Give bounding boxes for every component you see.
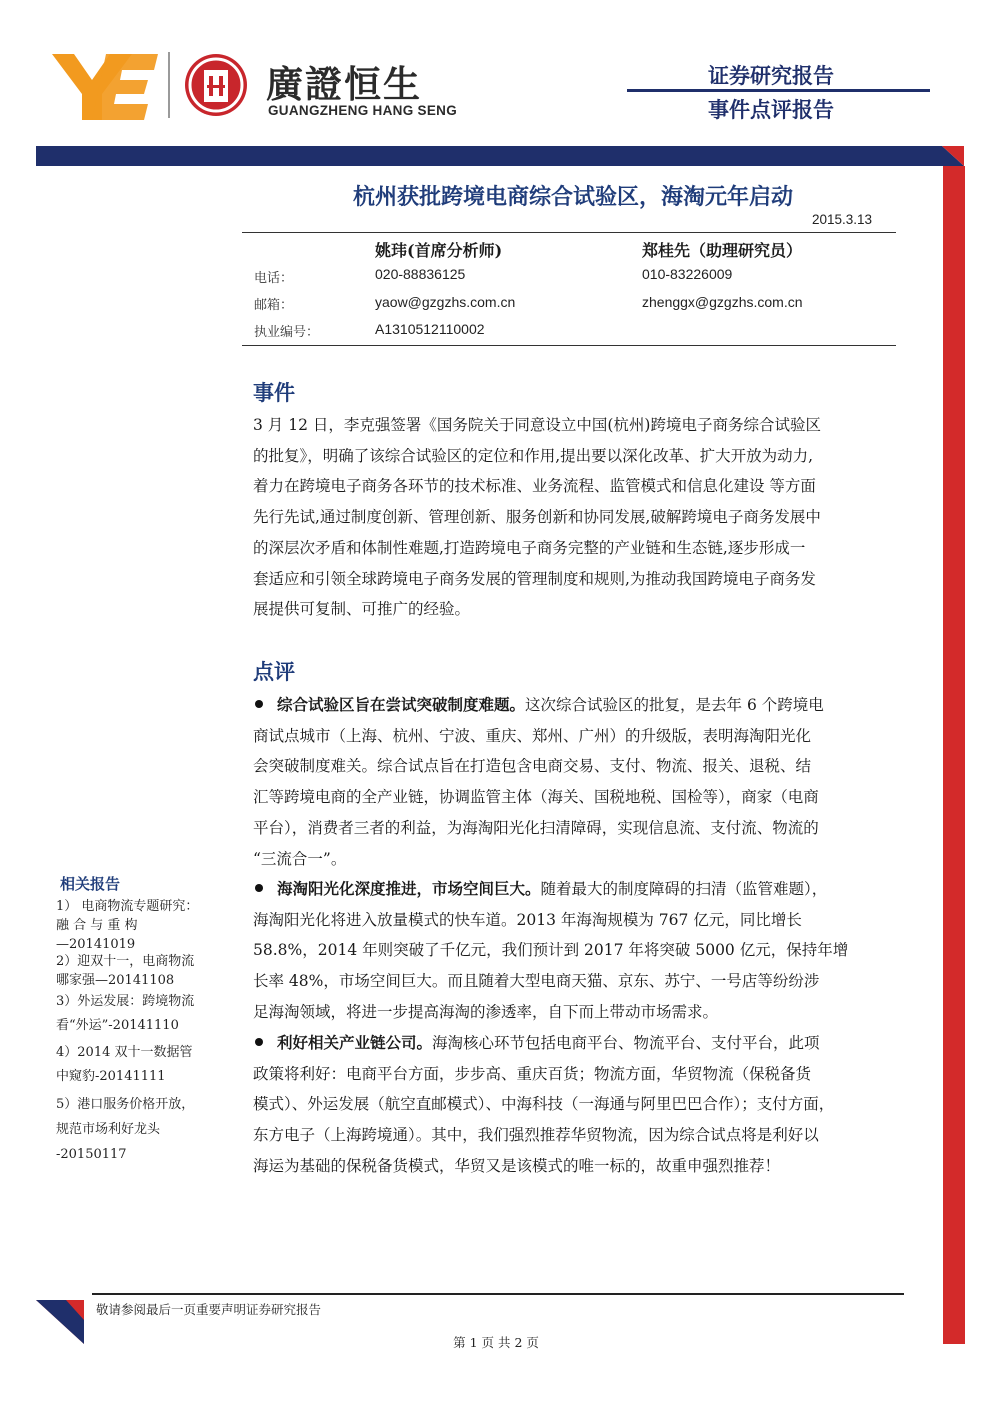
brand-name-cn: 廣證恒生 xyxy=(266,63,422,106)
bullet-line: 东方电子（上海跨境通）。其中，我们强烈推荐华贸物流，因为综合试点将是利好以 xyxy=(253,1126,819,1145)
author-rule xyxy=(242,345,896,346)
bullet-line: 平台），消费者三者的利益，为海淘阳光化扫清障碍，实现信息流、支付流、物流的 xyxy=(253,818,819,837)
ye-logo-icon xyxy=(48,50,160,122)
section-heading-review: 点评 xyxy=(253,660,295,684)
bullet-line: 这次综合试验区的批复，是去年 6 个跨境电 xyxy=(525,696,824,714)
bullet-line: 商试点城市（上海、杭州、宁波、重庆、郑州、广州）的升级版，表明海淘阳光化 xyxy=(253,726,812,745)
event-line: 展提供可复制、可推广的经验。 xyxy=(253,600,471,619)
author-email: yaow@gzgzhs.com.cn xyxy=(375,294,516,310)
related-reports-heading: 相关报告 xyxy=(60,875,121,893)
bullet-dot-icon xyxy=(255,884,263,892)
bullet-lead: 利好相关产业链公司。 xyxy=(277,1033,433,1052)
bullet-line: 模式）、外运发展（航空直邮模式）、中海科技（一海通与阿里巴巴合作）；支付方面， xyxy=(253,1095,835,1114)
author-license: A1310512110002 xyxy=(375,321,485,337)
related-line: 哪家强—20141108 xyxy=(56,973,175,988)
bullet-line: 海淘核心环节包括电商平台、物流平台、支付平台，此项 xyxy=(432,1034,820,1052)
bullet-line: 海运为基础的保税备货模式，华贸又是该模式的唯一标的，故重申强烈推荐！ xyxy=(253,1156,781,1175)
bullet-lead: 综合试验区旨在尝试突破制度难题。 xyxy=(277,695,526,714)
header-rule xyxy=(627,89,930,92)
seal-logo-icon xyxy=(183,52,249,118)
author-phone: 020-88836125 xyxy=(375,266,466,282)
bullet-line: 足海淘领域，将进一步提高海淘的渗透率，自下而上带动市场需求。 xyxy=(253,1002,719,1021)
title-rule xyxy=(242,232,896,233)
author-name: 郑桂先（助理研究员） xyxy=(642,241,803,260)
bullet-line: 随着最大的制度障碍的扫清（监管难题）， xyxy=(540,880,828,898)
author-phone: 010-83226009 xyxy=(642,266,733,282)
related-line: 1） 电商物流专题研究： xyxy=(56,899,199,914)
related-line: 规范市场利好龙头 xyxy=(56,1122,161,1137)
report-subtype: 事件点评报告 xyxy=(708,98,834,122)
bullet-dot-icon xyxy=(255,700,263,708)
related-line: 中窥豹-20141111 xyxy=(56,1069,166,1084)
event-line: 的批复》，明确了该综合试验区的定位和作用,提出要以深化改革、扩大开放为动力, xyxy=(253,446,814,465)
bullet-line: 政策将利好：电商平台方面，步步高、重庆百货；物流方面，华贸物流（保税备货 xyxy=(253,1064,812,1083)
review-bullet xyxy=(253,690,893,874)
logo-divider xyxy=(168,52,170,118)
page-number: 第 1 页 共 2 页 xyxy=(453,1335,539,1350)
bullet-line: 海淘阳光化将进入放量模式的快车道。2013 年海淘规模为 767 亿元，同比增长 xyxy=(253,910,802,929)
related-report-item[interactable] xyxy=(56,1041,212,1089)
bullet-lead: 海淘阳光化深度推进，市场空间巨大。 xyxy=(277,879,541,898)
email-label: 邮箱： xyxy=(254,298,294,313)
author-name: 姚玮(首席分析师) xyxy=(375,241,503,260)
bullet-line: 会突破制度难关。综合试点旨在打造包含电商交易、支付、物流、报关、退税、结 xyxy=(253,757,812,776)
review-bullet xyxy=(253,874,893,1028)
bullet-line: 汇等跨境电商的全产业链，协调监管主体（海关、国税地税、国检等），商家（电商 xyxy=(253,788,819,807)
phone-label: 电话： xyxy=(254,271,294,286)
related-line: -20150117 xyxy=(56,1147,127,1162)
related-line: —20141019 xyxy=(56,937,136,952)
side-red-bar xyxy=(943,166,965,1344)
event-line: 的深层次矛盾和体制性难题,打造跨境电子商务完整的产业链和生态链,逐步形成一 xyxy=(253,538,806,557)
related-line: 4）2014 双十一数据管 xyxy=(56,1045,193,1060)
related-report-item[interactable] xyxy=(56,952,212,990)
event-paragraph xyxy=(253,410,893,625)
review-bullet xyxy=(253,1028,893,1182)
related-report-item[interactable] xyxy=(56,990,212,1038)
footer-notice: 敬请参阅最后一页重要声明证券研究报告 xyxy=(96,1302,322,1317)
bullet-line: “三流合一”。 xyxy=(253,849,347,868)
section-heading-event: 事件 xyxy=(253,381,295,405)
brand-name-en: GUANGZHENG HANG SENG xyxy=(268,103,458,118)
related-report-item[interactable] xyxy=(56,1092,212,1167)
related-line: 5）港口服务价格开放， xyxy=(56,1097,195,1112)
related-line: 3）外运发展：跨境物流 xyxy=(56,994,195,1009)
related-report-item[interactable] xyxy=(56,897,212,954)
bullet-line: 58.8%，2014 年则突破了千亿元，我们预计到 2017 年将突破 5000 亿元，保持年增 xyxy=(253,941,849,960)
event-line: 套适应和引领全球跨境电子商务发展的管理制度和规则,为推动我国跨境电子商务发 xyxy=(253,569,816,588)
event-line: 着力在跨境电子商务各环节的技术标准、业务流程、监管模式和信息化建设 等方面 xyxy=(253,477,816,496)
page-title: 杭州获批跨境电商综合试验区，海淘元年启动 xyxy=(352,184,793,210)
license-label: 执业编号： xyxy=(254,325,320,340)
bullet-dot-icon xyxy=(255,1038,263,1046)
author-email: zhenggx@gzgzhs.com.cn xyxy=(642,294,803,310)
related-line: 2）迎双十一，电商物流 xyxy=(56,954,195,969)
related-line: 融 合 与 重 构 xyxy=(56,918,138,933)
event-line: 3 月 12 日，李克强签署《国务院关于同意设立中国(杭州)跨境电子商务综合试验区 xyxy=(253,416,821,434)
header-band xyxy=(36,146,964,166)
footer-rule xyxy=(92,1293,904,1295)
report-type: 证券研究报告 xyxy=(708,64,834,88)
bullet-line: 长率 48%，市场空间巨大。而且随着大型电商天猫、京东、苏宁、一号店等纷纷涉 xyxy=(253,972,820,991)
related-line: 看“外运”-20141110 xyxy=(56,1018,179,1033)
event-line: 先行先试,通过制度创新、管理创新、服务创新和协同发展,破解跨境电子商务发展中 xyxy=(253,508,821,527)
report-date: 2015.3.13 xyxy=(812,212,873,227)
